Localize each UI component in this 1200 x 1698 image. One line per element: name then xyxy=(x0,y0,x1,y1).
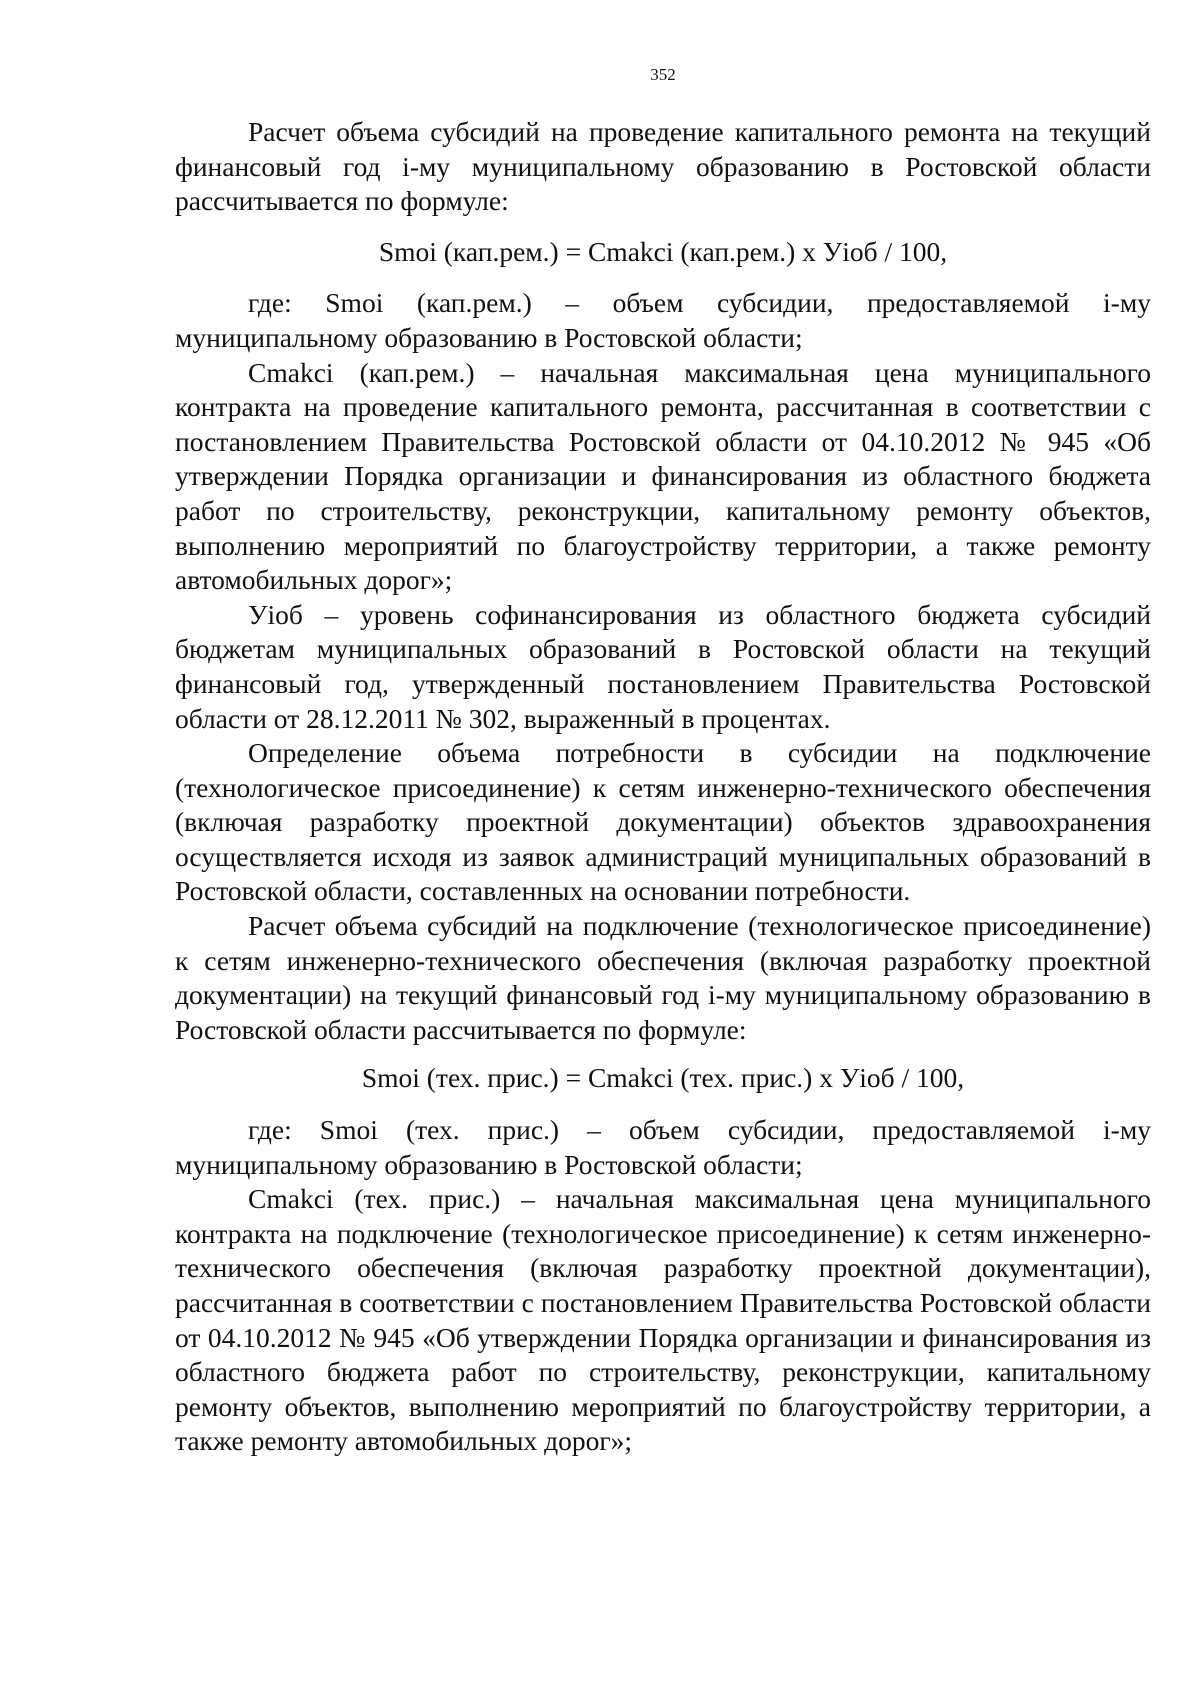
paragraph-smoi-capital-definition: где: Smoi (кап.рем.) – объем субсидии, предоставляемой i-му муниципальному образованию в Ростовской области; xyxy=(175,287,1151,353)
paragraph-capital-repair-intro: Расчет объема субсидий на проведение капитального ремонта на текущий финансовый год i-му муниципальному образованию в Ростовской области рассчитывается по формуле: xyxy=(175,116,1151,217)
document-page xyxy=(175,0,1151,1698)
paragraph-cmakci-connection-definition: Cmakci (тех. прис.) – начальная максимальная цена муниципального контракта на подключение (технологическое присоединение) к сетям инженерно-технического обеспечения (включая разработку проектной документации), рассчитанная в соответствии с постановлением Правительства Ростовской области от 04.10.2012 № 945 «Об утверждении Порядка организации и финансирования из областного бюджета работ по строительству, реконструкции, капитальному ремонту объектов, выполнению мероприятий по благоустройству территории, а также ремонту автомобильных дорог»; xyxy=(175,1183,1151,1457)
formula-capital-repair: Smoi (кап.рем.) = Cmakci (кап.рем.) x Уioб / 100, xyxy=(378,235,948,267)
paragraph-smoi-connection-definition: где: Smoi (тех. прис.) – объем субсидии, предоставляемой i-му муниципальному образованию в Ростовской области; xyxy=(175,1114,1151,1180)
paragraph-cmakci-capital-definition: Cmakci (кап.рем.) – начальная максимальная цена муниципального контракта на проведение капитального ремонта, рассчитанная в соответствии с постановлением Правительства Ростовской области от 04.10.2012 № 945 «Об утверждении Порядка организации и финансирования из областного бюджета работ по строительству, реконструкции, капитальному ремонту объектов, выполнению мероприятий по благоустройству территории, а также ремонту автомобильных дорог»; xyxy=(175,356,1151,596)
document-body xyxy=(175,115,1151,1459)
page-number: 352 xyxy=(650,65,676,84)
paragraph-connection-intro: Расчет объема субсидий на подключение (технологическое присоединение) к сетям инженерно-технического обеспечения (включая разработку проектной документации) на текущий финансовый год i-му муниципальному образованию в Ростовской области рассчитывается по формуле: xyxy=(175,910,1151,1045)
paragraph-connection-needs: Определение объема потребности в субсидии на подключение (технологическое присоединение) к сетям инженерно-технического обеспечения (включая разработку проектной документации) объектов здравоохранения осуществляется исходя из заявок администраций муниципальных образований в Ростовской области, составленных на основании потребности. xyxy=(175,737,1151,907)
paragraph-uiob-definition: Уioб – уровень софинансирования из областного бюджета субсидий бюджетам муниципальных образований в Ростовской области на текущий финансовый год, утвержденный постановлением Правительства Ростовской области от 28.12.2011 № 302, выраженный в процентах. xyxy=(175,598,1151,734)
formula-connection: Smoi (тех. прис.) = Cmakci (тех. прис.) x Уioб / 100, xyxy=(361,1062,965,1094)
